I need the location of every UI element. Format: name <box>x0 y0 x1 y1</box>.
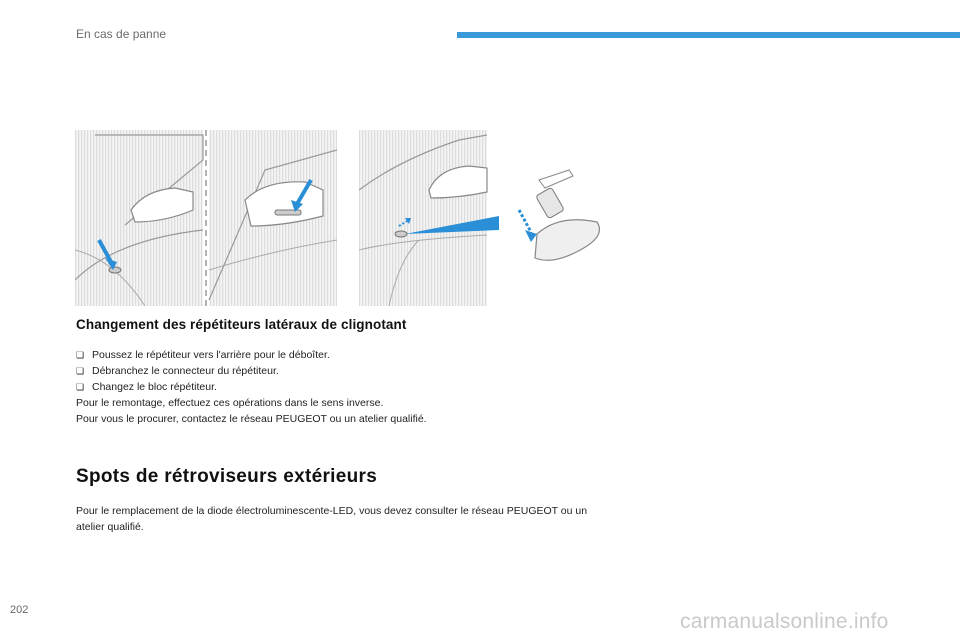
checkbox-icon: ❏ <box>76 366 85 376</box>
watermark-logo: carmanualsonline.info <box>680 610 889 633</box>
checkbox-icon: ❏ <box>76 350 85 360</box>
reassembly-note: Pour le remontage, effectuez ces opérations dans le sens inverse. <box>76 397 384 409</box>
page-number: 202 <box>10 604 29 616</box>
checkbox-icon: ❏ <box>76 382 85 392</box>
list-item <box>76 363 427 379</box>
car-door-repeater-illustration <box>75 130 337 306</box>
list-item-text: Poussez le répétiteur vers l'arrière pour le déboîter. <box>92 349 330 361</box>
mirror-spots-section-title: Spots de rétroviseurs extérieurs <box>76 466 378 487</box>
repeater-removal-detail-illustration <box>359 130 609 306</box>
repeaters-section-title: Changement des répétiteurs latéraux de clignotant <box>76 317 407 332</box>
list-item <box>76 347 427 363</box>
list-item <box>76 379 427 395</box>
list-item-text: Changez le bloc répétiteur. <box>92 381 217 393</box>
section-header-title: En cas de panne <box>76 27 167 41</box>
list-item-text: Débranchez le connecteur du répétiteur. <box>92 365 279 377</box>
dealer-note: Pour vous le procurer, contactez le réseau PEUGEOT ou un atelier qualifié. <box>76 413 427 425</box>
repeaters-instructions <box>76 347 427 427</box>
mirror-spots-paragraph: Pour le remplacement de la diode électroluminescente-LED, vous devez consulter le réseau PEUGEOT ou un atelier qualifié. <box>76 505 588 533</box>
header-accent-bar <box>457 32 960 38</box>
